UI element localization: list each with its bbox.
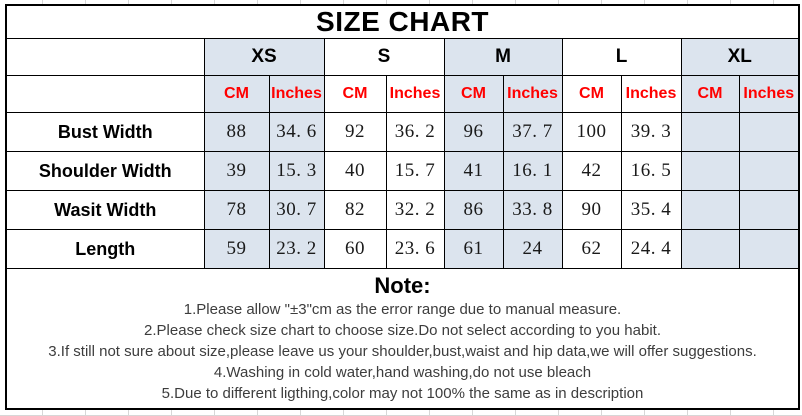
note-line-4: 4.Washing in cold water,hand washing,do not use bleach xyxy=(213,364,592,381)
size-header-xl: XL xyxy=(681,39,799,76)
unit-header-xl-cm: CM xyxy=(681,76,739,113)
cell-value xyxy=(681,230,739,269)
cell-value: 24. 4 xyxy=(621,230,681,269)
cell-value xyxy=(681,152,739,191)
cell-value: 100 xyxy=(562,113,621,152)
note-line-5: 5.Due to different ligthing,color may not 100% the same as in description xyxy=(161,385,644,402)
size-header-xs: XS xyxy=(204,39,324,76)
cell-value: 40 xyxy=(324,152,386,191)
cell-value: 42 xyxy=(562,152,621,191)
unit-header-l-cm: CM xyxy=(562,76,621,113)
corner-cell xyxy=(6,39,204,76)
cell-value: 32. 2 xyxy=(386,191,444,230)
cell-value: 59 xyxy=(204,230,269,269)
cell-value: 39 xyxy=(204,152,269,191)
cell-value: 16. 1 xyxy=(503,152,562,191)
cell-value: 61 xyxy=(444,230,503,269)
note-line-1: 1.Please allow "±3"cm as the error range due to manual measure. xyxy=(183,301,622,318)
table-row xyxy=(6,152,799,191)
cell-value: 41 xyxy=(444,152,503,191)
note-section xyxy=(6,269,799,410)
unit-header-row xyxy=(6,76,799,113)
cell-value: 92 xyxy=(324,113,386,152)
cell-value: 86 xyxy=(444,191,503,230)
cell-value xyxy=(739,152,799,191)
unit-header-s-inches: Inches xyxy=(386,76,444,113)
note-line-3: 3.If still not sure about size,please leave us your shoulder,bust,waist and hip data,we will offer suggestions. xyxy=(48,343,757,360)
cell-value: 60 xyxy=(324,230,386,269)
size-header-s: S xyxy=(324,39,444,76)
cell-value xyxy=(739,113,799,152)
row-label-shoulder-width: Shoulder Width xyxy=(6,152,204,191)
unit-header-s-cm: CM xyxy=(324,76,386,113)
cell-value: 24 xyxy=(503,230,562,269)
unit-header-l-inches: Inches xyxy=(621,76,681,113)
cell-value: 23. 2 xyxy=(269,230,324,269)
unit-header-xs-cm: CM xyxy=(204,76,269,113)
cell-value: 23. 6 xyxy=(386,230,444,269)
cell-value xyxy=(681,113,739,152)
cell-value: 37. 7 xyxy=(503,113,562,152)
cell-value xyxy=(739,191,799,230)
unit-header-m-inches: Inches xyxy=(503,76,562,113)
note-line-2: 2.Please check size chart to choose size.Do not select according to you habit. xyxy=(144,322,661,339)
unit-header-xl-inches: Inches xyxy=(739,76,799,113)
table-row xyxy=(6,191,799,230)
cell-value: 16. 5 xyxy=(621,152,681,191)
cell-value: 88 xyxy=(204,113,269,152)
size-header-m: M xyxy=(444,39,562,76)
row-label-wasit-width: Wasit Width xyxy=(6,191,204,230)
row-label-length: Length xyxy=(6,230,204,269)
cell-value: 30. 7 xyxy=(269,191,324,230)
cell-value xyxy=(739,230,799,269)
cell-value: 33. 8 xyxy=(503,191,562,230)
cell-value: 82 xyxy=(324,191,386,230)
cell-value: 36. 2 xyxy=(386,113,444,152)
cell-value xyxy=(681,191,739,230)
cell-value: 34. 6 xyxy=(269,113,324,152)
note-title: Note: xyxy=(374,273,431,298)
cell-value: 15. 3 xyxy=(269,152,324,191)
cell-value: 90 xyxy=(562,191,621,230)
unit-header-m-cm: CM xyxy=(444,76,503,113)
table-row xyxy=(6,230,799,269)
table-row xyxy=(6,113,799,152)
unit-header-xs-inches: Inches xyxy=(269,76,324,113)
size-header-l: L xyxy=(562,39,681,76)
cell-value: 15. 7 xyxy=(386,152,444,191)
cell-value: 39. 3 xyxy=(621,113,681,152)
row-label-bust-width: Bust Width xyxy=(6,113,204,152)
size-header-row xyxy=(6,39,799,76)
corner-cell xyxy=(6,76,204,113)
cell-value: 78 xyxy=(204,191,269,230)
cell-value: 35. 4 xyxy=(621,191,681,230)
note-row xyxy=(6,269,799,410)
title-row xyxy=(6,5,799,39)
cell-value: 96 xyxy=(444,113,503,152)
page-title: SIZE CHART xyxy=(6,5,799,39)
cell-value: 62 xyxy=(562,230,621,269)
size-chart-table xyxy=(5,4,800,410)
